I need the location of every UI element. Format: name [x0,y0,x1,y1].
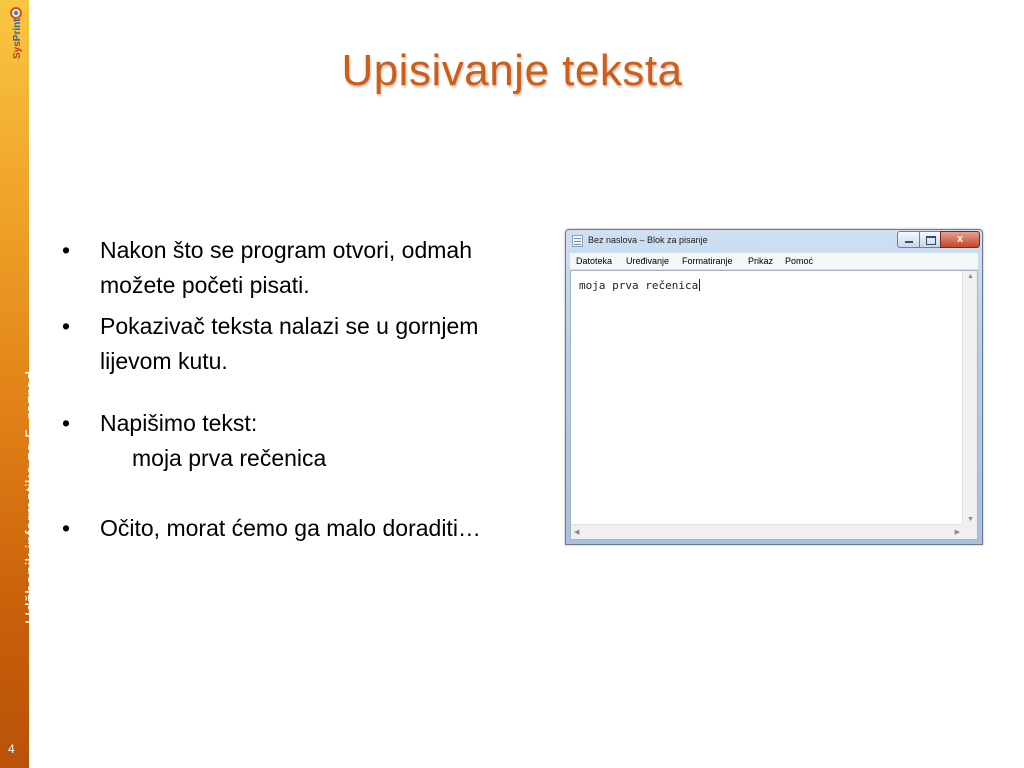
bullet-text: Očito, morat ćemo ga malo doraditi… [100,515,481,541]
bullet-text: Pokazivač teksta nalazi se u gornjem lijevom kutu. [100,313,479,374]
notepad-icon [572,235,583,247]
bullet-text: Nakon što se program otvori, odmah možete početi pisati. [100,237,473,298]
scroll-right-arrow-icon[interactable]: ▶ [954,529,960,536]
menu-item-pomoc[interactable]: Pomoć [785,256,814,266]
bullet-marker: • [62,237,71,263]
page-number: 4 [8,742,15,756]
sidebar [0,0,41,768]
bullet-subtext: moja prva rečenica [132,445,327,471]
close-icon: x [956,233,964,245]
bullet-marker: • [62,313,71,339]
window-title: Bez naslova – Blok za pisanje [588,235,708,245]
menu-item-uredivanje[interactable]: Uređivanje [626,256,670,266]
scroll-down-arrow-icon[interactable]: ▼ [967,516,974,523]
text-caret [699,279,700,291]
logo-text: SysPrint [12,18,23,59]
vertical-scrollbar[interactable] [962,271,977,525]
scroll-up-arrow-icon[interactable]: ▲ [967,273,974,280]
minimize-button[interactable] [897,231,920,248]
notepad-window [565,229,983,545]
close-button[interactable] [940,231,980,248]
menu-item-formatiranje[interactable]: Formatiranje [682,256,733,266]
bullet-text-group [100,406,500,476]
scroll-left-arrow-icon[interactable]: ◀ [574,529,580,536]
slide-title: Upisivanje teksta [341,46,683,95]
editor-content: moja prva rečenica [579,279,699,292]
maximize-button[interactable] [919,231,941,248]
window-titlebar[interactable] [566,230,982,252]
bullet-text: Napišimo tekst: [100,410,258,436]
bullet-marker: • [62,515,71,541]
sidebar-vertical-title: Udžbenik informatike za 5. razred [22,370,41,624]
bullet-marker: • [62,410,71,436]
scrollbar-corner [963,525,977,539]
menu-bar [570,253,978,270]
text-editor-area[interactable] [570,270,978,540]
menu-item-prikaz[interactable]: Prikaz [748,256,774,266]
menu-item-datoteka[interactable]: Datoteka [576,256,613,266]
horizontal-scrollbar[interactable] [571,524,963,539]
